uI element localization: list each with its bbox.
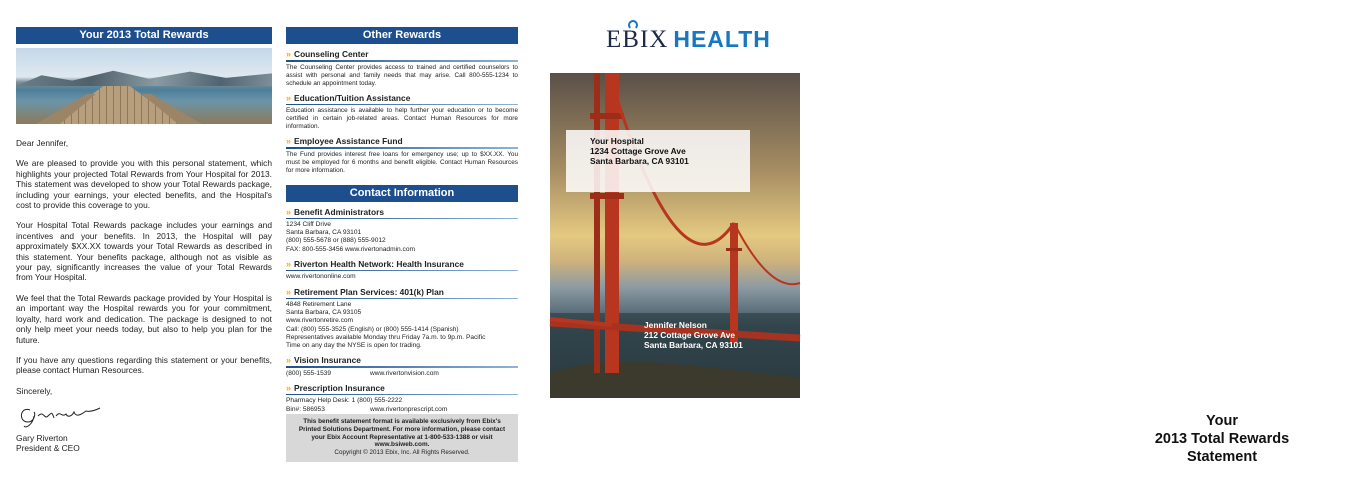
format-notice: This benefit statement format is available exclusively from Ebix's Printed Solutions Department. For more information, please contact your Ebix Account Representative at 1-800-533-1388 or visit www.bsiweb.com. bbox=[286, 414, 518, 462]
address-line: Jennifer Nelson bbox=[644, 320, 707, 330]
address-line: 1234 Cottage Grove Ave bbox=[590, 146, 686, 156]
reward-text: The Fund provides interest free loans for emergency use; up to $XX.XX. You must be employed for 6 months and benefit eligible. Contact Human Resources for more information. bbox=[286, 150, 518, 174]
address-line: Santa Barbara, CA 93101 bbox=[590, 156, 689, 166]
contact-line: 4848 Retirement Lane bbox=[286, 301, 352, 309]
contact-line: www.rivertonretire.com bbox=[286, 317, 354, 325]
reward-title: Counseling Center bbox=[294, 49, 369, 59]
signature-name: Gary Riverton bbox=[16, 432, 68, 443]
contact-line: Representatives available Monday thru Friday 7a.m. to 9p.m. Pacific bbox=[286, 333, 486, 341]
contact-line: Time on any day the NYSE is open for trading. bbox=[286, 342, 422, 350]
panel-rewards-contact bbox=[286, 0, 518, 486]
contact-line: (800) 555-1539 bbox=[286, 369, 332, 377]
recipient-address bbox=[644, 320, 743, 350]
copyright: Copyright © 2013 Ebix, Inc. All Rights Reserved. bbox=[334, 449, 470, 456]
bullet-icon: » bbox=[286, 286, 292, 297]
cover-title-line: Statement bbox=[1186, 449, 1258, 465]
reward-title: Education/Tuition Assistance bbox=[294, 92, 411, 103]
contact-line: Bin#: 586953 bbox=[286, 405, 325, 413]
contact-item bbox=[286, 287, 518, 351]
letter-paragraph: We feel that the Total Rewards package provided by Your Hospital is an important way the Hospital rewards you for your commitment, loyalty, hard work and dedication. The package is designed to not only help meet your needs today, but also to help you plan for the future. bbox=[16, 292, 272, 345]
reward-item bbox=[286, 136, 518, 175]
reward-item bbox=[286, 49, 518, 88]
address-line: 212 Cottage Grove Ave bbox=[644, 330, 736, 340]
reward-item bbox=[286, 93, 518, 132]
cover-title bbox=[1096, 412, 1348, 466]
reward-title: Employee Assistance Fund bbox=[294, 136, 403, 146]
closing: Sincerely, bbox=[16, 385, 53, 396]
bullet-icon: » bbox=[286, 382, 292, 393]
bullet-icon: » bbox=[286, 136, 292, 146]
contact-item bbox=[286, 355, 518, 378]
logo-ebix: EBIX bbox=[606, 26, 669, 53]
ebix-health-logo bbox=[606, 26, 771, 54]
letter-paragraph: If you have any questions regarding this statement or your benefits, please contact Human Resources. bbox=[16, 354, 272, 376]
letter-body bbox=[16, 138, 272, 453]
contact-title: Retirement Plan Services: 401(k) Plan bbox=[294, 286, 444, 297]
address-line: Your Hospital bbox=[590, 136, 644, 146]
pier-photo bbox=[16, 48, 272, 124]
logo-health: HEALTH bbox=[673, 26, 771, 52]
contact-item bbox=[286, 259, 518, 282]
contact-title: Benefit Administrators bbox=[294, 206, 384, 217]
signature-title: President & CEO bbox=[16, 442, 80, 453]
contact-line: Pharmacy Help Desk: 1 (800) 555-2222 bbox=[286, 397, 403, 405]
contact-header: Contact Information bbox=[286, 185, 518, 202]
reward-text: Education assistance is available to help further your education or to become certified in certain job-related areas. Contact Human Resources for more information. bbox=[286, 107, 518, 130]
bullet-icon: » bbox=[286, 355, 292, 366]
contact-line: Santa Barbara, CA 93101 bbox=[286, 229, 362, 237]
contact-line: FAX: 800-555-3456 www.rivertonadmin.com bbox=[286, 245, 416, 253]
contact-title: Vision Insurance bbox=[294, 355, 361, 366]
bullet-icon: » bbox=[286, 206, 292, 217]
reward-text: The Counseling Center provides access to trained and certified counselors to assist with personal and family needs that may arise. Call 800-555-1234 to schedule an appointment today. bbox=[286, 63, 518, 87]
bullet-icon: » bbox=[286, 258, 292, 269]
letter-paragraph: Your Hospital Total Rewards package includes your earnings and incentives and your benefits. In 2013, the Hospital will pay approximately $XX.XX towards your Total Rewards as described in this statement. Your benefits package, although not as visible as your pay, significantly increases the value of your Total Rewards from Your Hospital. bbox=[16, 220, 272, 283]
contact-item bbox=[286, 207, 518, 254]
letter-paragraph: We are pleased to provide you with this personal statement, which highlights your projected Total Rewards from Your Hospital for 2013. This statement was developed to show your Total Rewards package, including your earnings, your elected benefits, and the Hospital's cost to provide this coverage to you. bbox=[16, 158, 272, 211]
signature-image bbox=[16, 402, 106, 430]
panel1-header: Your 2013 Total Rewards bbox=[16, 27, 272, 44]
contact-line: 1234 Cliff Drive bbox=[286, 221, 331, 228]
contact-line: www.rivertononline.com bbox=[286, 273, 356, 281]
address-line: Santa Barbara, CA 93101 bbox=[644, 340, 743, 350]
return-address bbox=[590, 136, 689, 166]
contact-link: www.rivertonvision.com bbox=[370, 369, 439, 377]
contact-title: Riverton Health Network: Health Insurance bbox=[294, 258, 464, 269]
bullet-icon: » bbox=[286, 92, 292, 103]
cover-title-line: 2013 Total Rewards bbox=[1154, 431, 1290, 447]
panel-letter bbox=[16, 0, 272, 486]
contact-title: Prescription Insurance bbox=[294, 382, 385, 393]
bullet-icon: » bbox=[286, 49, 292, 59]
contact-link: www.rivertonprescript.com bbox=[370, 405, 448, 413]
contact-line: Santa Barbara, CA 93105 bbox=[286, 309, 362, 317]
contact-item bbox=[286, 383, 518, 414]
panel-cover bbox=[548, 0, 1290, 486]
other-rewards-header: Other Rewards bbox=[286, 27, 518, 44]
contact-line: (800) 555-5678 or (888) 555-9012 bbox=[286, 237, 386, 245]
contact-line: Call: (800) 555-3525 (English) or (800) 555-1414 (Spanish) bbox=[286, 325, 459, 333]
salutation: Dear Jennifer, bbox=[16, 138, 69, 148]
cover-title-line: Your bbox=[1206, 413, 1238, 429]
